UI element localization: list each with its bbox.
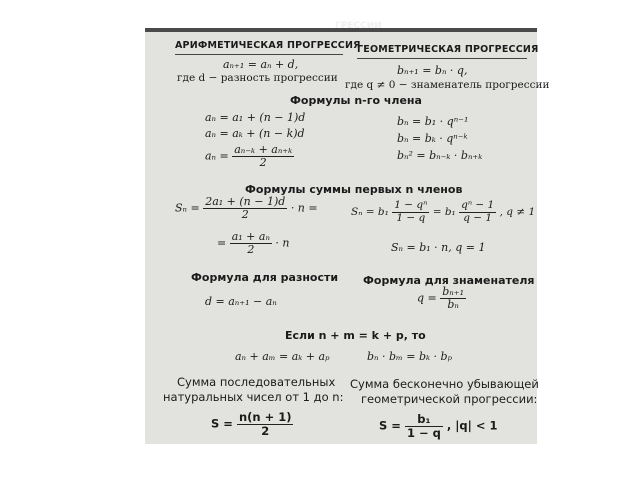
natural-sum-lhs: S = <box>211 416 233 431</box>
ratio-lhs: q = <box>417 291 437 305</box>
arith-sum-fraction-1-den: 2 <box>241 208 249 222</box>
geom-sum-fraction-2-den: q − 1 <box>463 211 493 224</box>
ratio-fraction-den: bₙ <box>447 298 459 312</box>
ratio-fraction <box>440 286 466 311</box>
infinite-sum-den: 1 − q <box>406 425 441 440</box>
arith-sum-tail-2: · n <box>275 236 290 250</box>
natural-sum-title-2: натуральных чисел от 1 до n: <box>163 390 344 404</box>
geom-nth-formula-2: bₙ = bₖ · qⁿ⁻ᵏ <box>397 132 468 145</box>
arith-title: АРИФМЕТИЧЕСКАЯ ПРОГРЕССИЯ <box>175 40 361 51</box>
geom-sum-fraction-2 <box>459 200 496 224</box>
geom-sum-fraction-1-num: 1 − qⁿ <box>394 199 428 211</box>
arith-sum-lhs: Sₙ = <box>175 201 200 215</box>
top-fragment: ГРЕССИИ <box>335 21 382 31</box>
geom-property: bₙ · bₘ = bₖ · bₚ <box>367 350 452 363</box>
geom-sum-condition: , q ≠ 1 <box>499 206 536 219</box>
arith-nth-formula-3-lhs: aₙ = <box>205 149 229 163</box>
geom-sum-fraction-2-num: qⁿ − 1 <box>461 199 495 211</box>
arith-sum-formula-2 <box>217 231 290 256</box>
infinite-sum-title-2: геометрической прогрессии: <box>361 392 538 406</box>
geom-nth-formula-3: bₙ² = bₙ₋ₖ · bₙ₊ₖ <box>397 149 483 162</box>
difference-formula: d = aₙ₊₁ − aₙ <box>205 295 277 308</box>
arith-sum-fraction-2-den: 2 <box>247 243 255 257</box>
arith-sum-fraction-2-num: a₁ + aₙ <box>231 230 270 243</box>
geom-sum-formula-1 <box>351 200 535 224</box>
infinite-sum-num: b₁ <box>405 413 443 427</box>
geom-sum-mid: = b₁ <box>432 206 456 219</box>
formula-sheet <box>145 21 550 444</box>
arith-sum-fraction-2 <box>230 231 272 256</box>
arith-nth-fraction-den: 2 <box>259 156 267 170</box>
infinite-sum-fraction <box>405 413 443 439</box>
infinite-sum-formula <box>379 413 498 439</box>
infinite-sum-lhs: S = <box>379 418 401 433</box>
geom-sum-fraction-1 <box>392 200 429 224</box>
arith-property: aₙ + aₘ = aₖ + aₚ <box>235 350 330 363</box>
ratio-fraction-num: bₙ₊₁ <box>442 285 464 298</box>
infinite-sum-condition: , |q| < 1 <box>446 418 498 433</box>
geom-sum-fraction-1-den: 1 − q <box>396 211 426 224</box>
arith-sum-fraction-1-num: 2a₁ + (n − 1)d <box>205 195 286 208</box>
arith-nth-formula-2: aₙ = aₖ + (n − k)d <box>205 127 305 140</box>
geom-sum-formula-2: Sₙ = b₁ · n, q = 1 <box>391 241 486 254</box>
arith-sum-formula-1 <box>175 196 318 221</box>
arith-nth-fraction <box>232 144 294 169</box>
arith-nth-formula-1: aₙ = a₁ + (n − 1)d <box>205 111 306 124</box>
arith-nth-fraction-num: aₙ₋ₖ + aₙ₊ₖ <box>234 143 293 156</box>
natural-sum-fraction <box>237 411 294 437</box>
natural-sum-den: 2 <box>261 423 270 438</box>
arith-sum-tail-1: · n = <box>290 201 318 215</box>
arith-definition-note: где d − разность прогрессии <box>177 72 338 84</box>
geom-definition-note: где q ≠ 0 − знаменатель прогрессии <box>345 79 550 91</box>
arith-definition: aₙ₊₁ = aₙ + d, <box>223 58 299 71</box>
arith-nth-formula-3 <box>205 144 294 169</box>
nth-term-title: Формулы n-го члена <box>290 94 422 107</box>
sum-n-title: Формулы суммы первых n членов <box>245 183 463 196</box>
geom-title-underline <box>357 58 527 59</box>
natural-sum-num: n(n + 1) <box>238 410 292 424</box>
arith-sum-eq: = <box>217 236 227 250</box>
ratio-title: Формула для знаменателя <box>363 274 535 287</box>
arith-title-underline <box>175 54 343 55</box>
difference-title: Формула для разности <box>191 271 339 284</box>
natural-sum-title-1: Сумма последовательных <box>177 375 336 389</box>
geom-title: ГЕОМЕТРИЧЕСКАЯ ПРОГРЕССИЯ <box>357 44 539 55</box>
geom-definition: bₙ₊₁ = bₙ · q, <box>397 64 468 77</box>
arith-sum-fraction-1 <box>203 196 287 221</box>
geom-nth-formula-1: bₙ = b₁ · qⁿ⁻¹ <box>397 115 469 128</box>
geom-sum-lhs: Sₙ = b₁ <box>351 206 389 219</box>
ratio-formula <box>417 286 466 311</box>
infinite-sum-title-1: Сумма бесконечно убывающей <box>350 377 539 391</box>
property-title: Если n + m = k + p, то <box>285 329 426 342</box>
natural-sum-formula <box>211 411 293 437</box>
